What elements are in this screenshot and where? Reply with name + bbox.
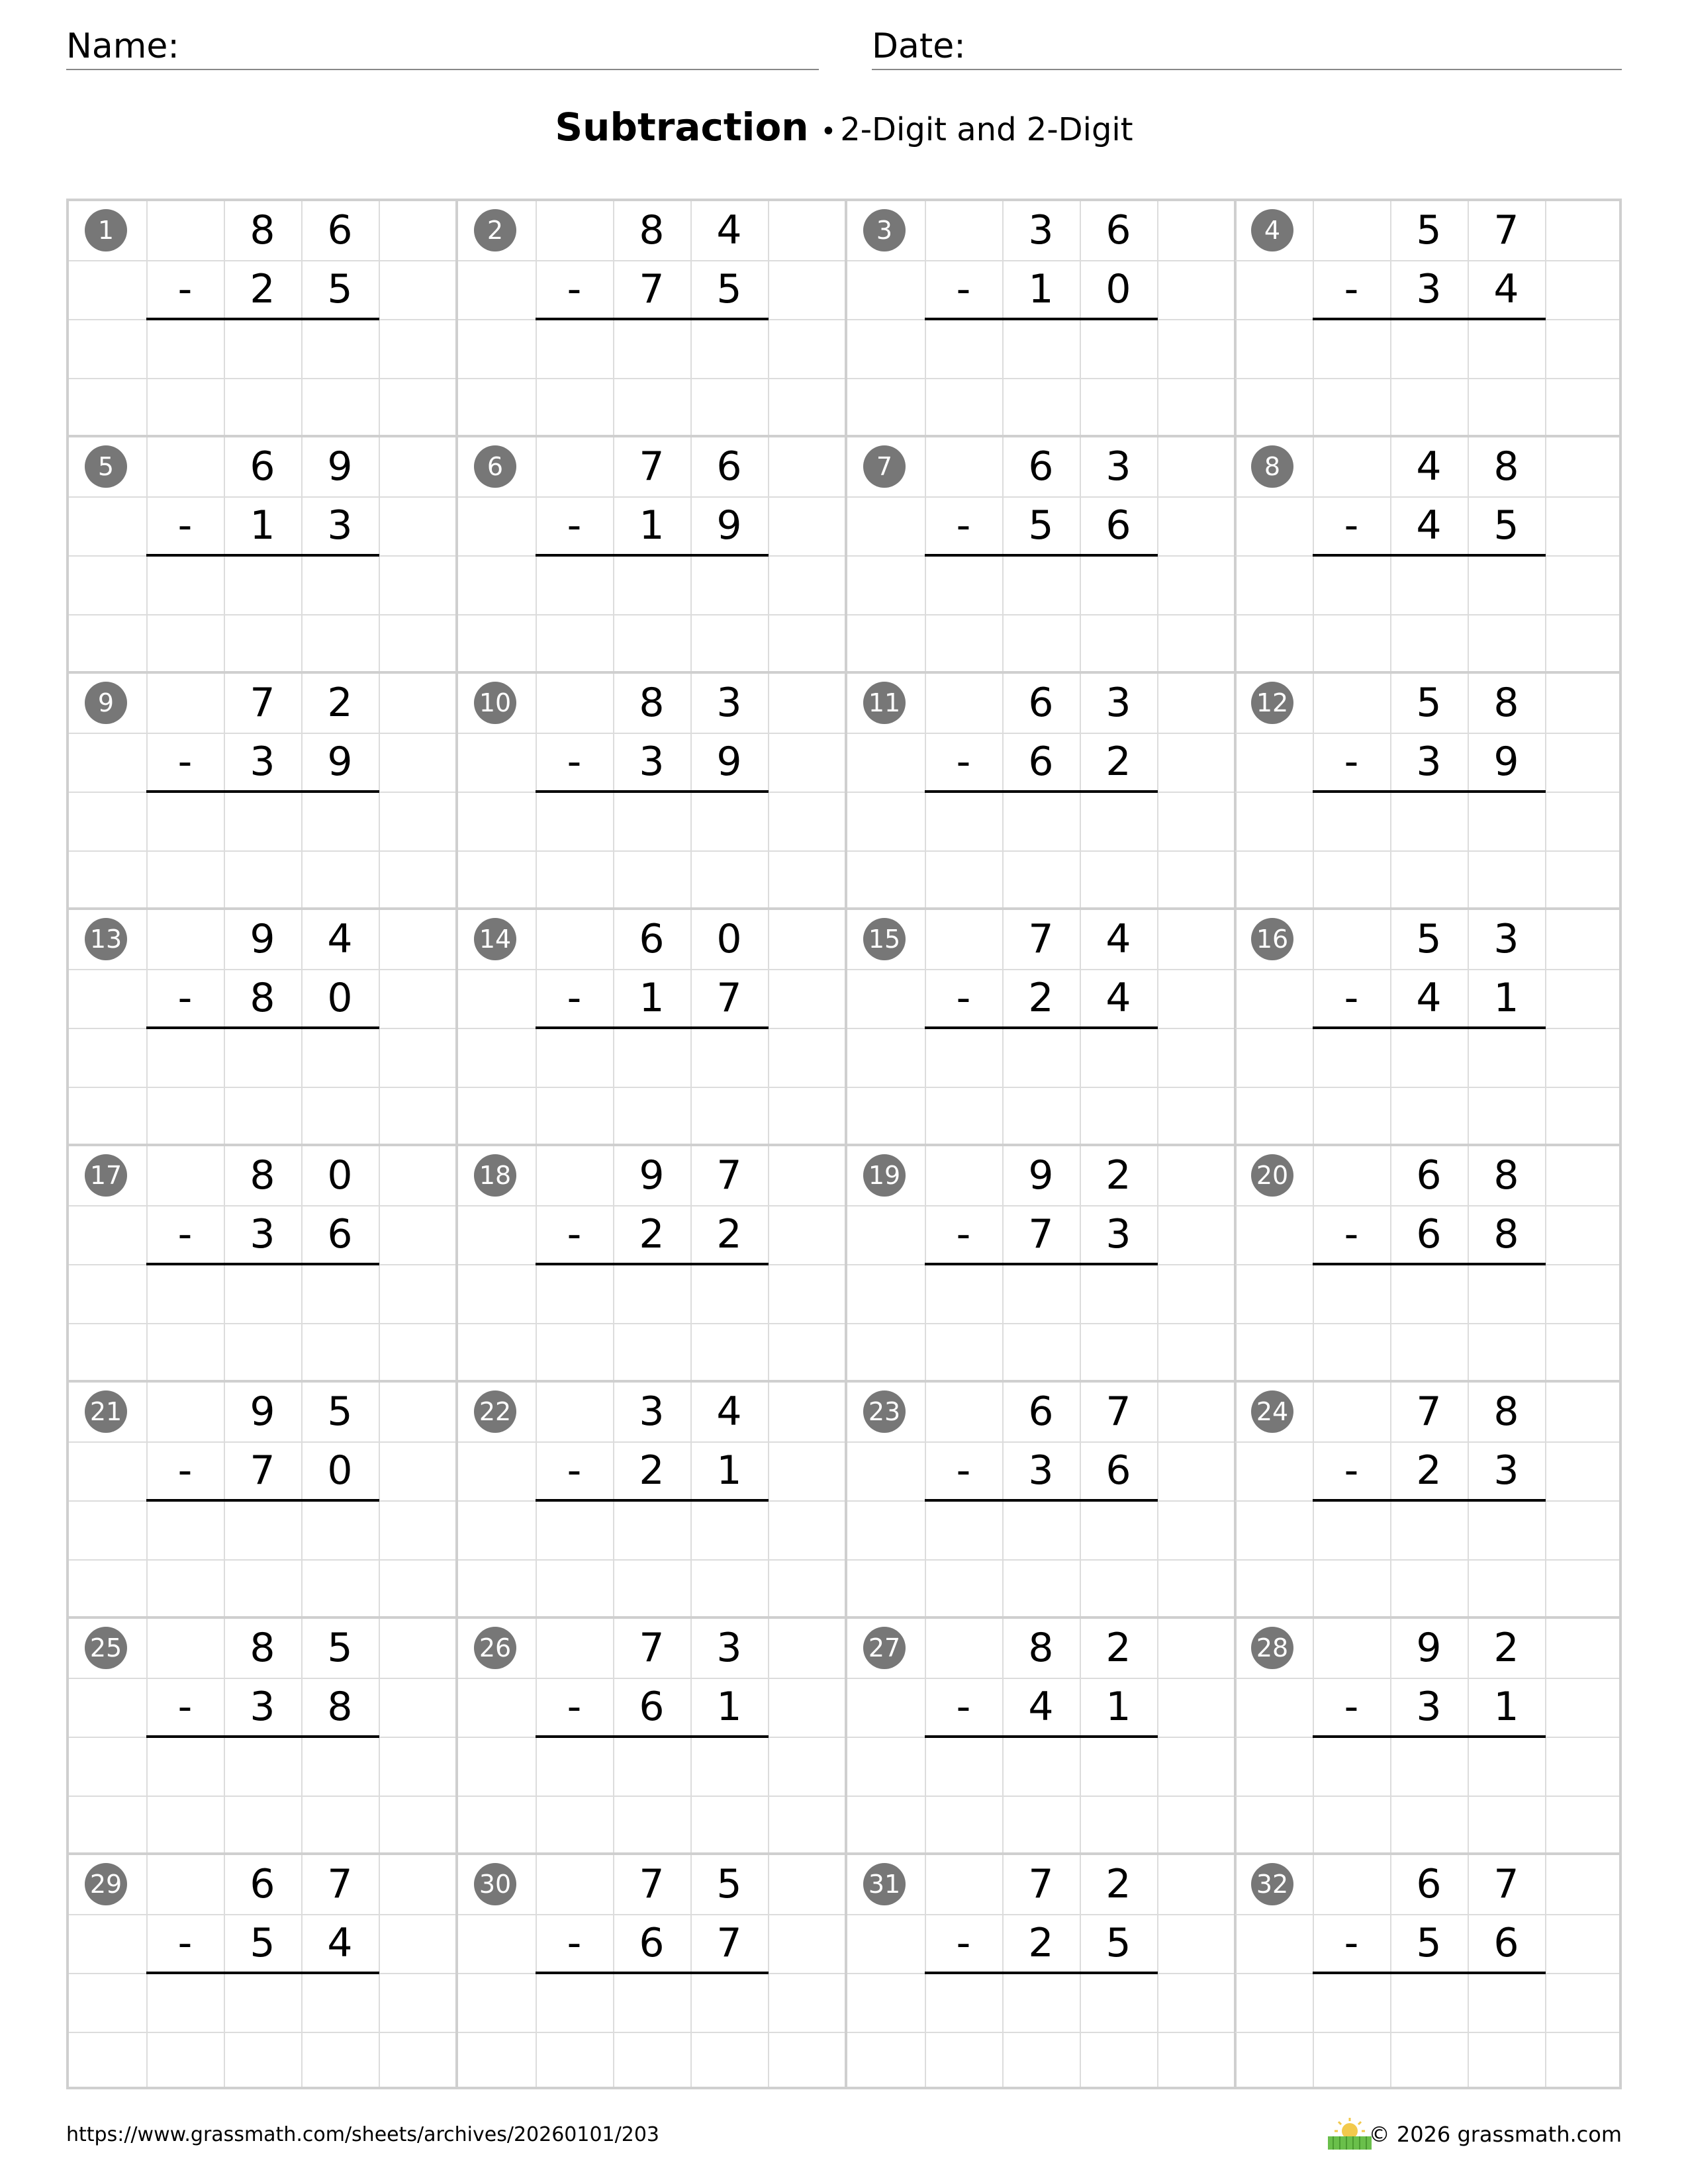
problem-number-badge: 26	[474, 1627, 516, 1669]
top-tens-digit: 8	[1028, 1625, 1054, 1671]
top-ones-digit: 4	[716, 1388, 742, 1435]
bottom-ones-digit: 9	[716, 502, 742, 549]
top-tens-digit: 9	[639, 1152, 665, 1199]
top-tens-digit: 6	[639, 916, 665, 962]
top-ones-digit: 8	[1493, 680, 1519, 726]
bottom-ones-digit: 7	[716, 975, 742, 1021]
minus-sign: -	[177, 1211, 193, 1257]
problem-number-badge: 10	[474, 682, 516, 724]
problem-16	[1235, 910, 1622, 1146]
top-tens-digit: 8	[250, 207, 275, 253]
top-ones-digit: 3	[1493, 916, 1519, 962]
minus-sign: -	[177, 975, 193, 1021]
problem-14	[458, 910, 847, 1146]
bottom-tens-digit: 3	[1028, 1447, 1054, 1494]
bottom-ones-digit: 1	[716, 1447, 742, 1494]
answer-line	[925, 790, 1158, 793]
problem-17	[69, 1146, 458, 1383]
bottom-ones-digit: 9	[1493, 739, 1519, 785]
top-tens-digit: 8	[639, 680, 665, 726]
answer-line	[146, 554, 379, 557]
bottom-tens-digit: 2	[1416, 1447, 1442, 1494]
problem-25	[69, 1619, 458, 1855]
name-field[interactable]	[66, 24, 819, 70]
bottom-ones-digit: 1	[1105, 1684, 1131, 1730]
problem-5	[69, 437, 458, 674]
problem-28	[1235, 1619, 1622, 1855]
problem-number-badge: 16	[1251, 918, 1293, 960]
bottom-tens-digit: 6	[639, 1920, 665, 1966]
bottom-ones-digit: 6	[327, 1211, 353, 1257]
bottom-tens-digit: 1	[250, 502, 275, 549]
top-tens-digit: 6	[1028, 680, 1054, 726]
minus-sign: -	[956, 739, 971, 785]
top-tens-digit: 9	[250, 1388, 275, 1435]
problem-24	[1235, 1383, 1622, 1619]
minus-sign: -	[177, 1447, 193, 1494]
minus-sign: -	[567, 739, 582, 785]
top-ones-digit: 9	[327, 443, 353, 490]
minus-sign: -	[1344, 1920, 1359, 1966]
top-tens-digit: 9	[1416, 1625, 1442, 1671]
bottom-tens-digit: 1	[639, 975, 665, 1021]
footer-url: https://www.grassmath.com/sheets/archives/20260101/203	[66, 2123, 660, 2146]
minus-sign: -	[1344, 1684, 1359, 1730]
bottom-tens-digit: 6	[1028, 739, 1054, 785]
top-tens-digit: 9	[1028, 1152, 1054, 1199]
bottom-ones-digit: 4	[327, 1920, 353, 1966]
problem-number-badge: 13	[85, 918, 127, 960]
answer-line	[925, 1026, 1158, 1029]
problem-7	[847, 437, 1237, 674]
problem-number-badge: 22	[474, 1390, 516, 1433]
problem-number-badge: 14	[474, 918, 516, 960]
top-ones-digit: 0	[716, 916, 742, 962]
top-tens-digit: 7	[250, 680, 275, 726]
footer-copyright: © 2026 grassmath.com	[1368, 2122, 1622, 2147]
problem-number-badge: 27	[863, 1627, 906, 1669]
top-ones-digit: 8	[1493, 1388, 1519, 1435]
top-tens-digit: 7	[1028, 1861, 1054, 1907]
bottom-tens-digit: 1	[639, 502, 665, 549]
title-main: Subtraction	[555, 105, 809, 150]
problem-number-badge: 20	[1251, 1154, 1293, 1197]
problem-15	[847, 910, 1237, 1146]
top-tens-digit: 6	[1416, 1861, 1442, 1907]
bottom-tens-digit: 2	[1028, 1920, 1054, 1966]
answer-line	[536, 1499, 769, 1502]
problem-grid	[66, 199, 1622, 2089]
top-tens-digit: 6	[1416, 1152, 1442, 1199]
problem-number-badge: 17	[85, 1154, 127, 1197]
answer-line	[1313, 1972, 1546, 1974]
bottom-tens-digit: 4	[1028, 1684, 1054, 1730]
answer-line	[925, 554, 1158, 557]
problem-18	[458, 1146, 847, 1383]
grass-sun-icon	[1327, 2116, 1373, 2151]
top-tens-digit: 6	[1028, 443, 1054, 490]
top-ones-digit: 3	[716, 1625, 742, 1671]
problem-9	[69, 674, 458, 910]
problem-number-badge: 8	[1251, 445, 1293, 488]
top-tens-digit: 8	[250, 1625, 275, 1671]
minus-sign: -	[956, 1920, 971, 1966]
problem-number-badge: 19	[863, 1154, 906, 1197]
bottom-tens-digit: 5	[250, 1920, 275, 1966]
problem-number-badge: 15	[863, 918, 906, 960]
answer-line	[925, 1972, 1158, 1974]
bottom-ones-digit: 2	[716, 1211, 742, 1257]
answer-line	[146, 1263, 379, 1265]
problem-number-badge: 4	[1251, 209, 1293, 251]
problem-number-badge: 11	[863, 682, 906, 724]
bottom-ones-digit: 4	[1105, 975, 1131, 1021]
bottom-ones-digit: 0	[327, 975, 353, 1021]
answer-line	[146, 1972, 379, 1974]
answer-line	[1313, 1026, 1546, 1029]
bottom-ones-digit: 9	[327, 739, 353, 785]
problem-20	[1235, 1146, 1622, 1383]
problem-number-badge: 2	[474, 209, 516, 251]
problem-29	[69, 1855, 458, 2089]
top-tens-digit: 5	[1416, 916, 1442, 962]
bottom-tens-digit: 2	[250, 266, 275, 312]
answer-line	[146, 790, 379, 793]
bottom-ones-digit: 8	[1493, 1211, 1519, 1257]
problem-27	[847, 1619, 1237, 1855]
top-ones-digit: 5	[716, 1861, 742, 1907]
bottom-ones-digit: 7	[716, 1920, 742, 1966]
top-ones-digit: 4	[716, 207, 742, 253]
top-tens-digit: 7	[639, 1861, 665, 1907]
bottom-tens-digit: 6	[1416, 1211, 1442, 1257]
top-ones-digit: 6	[1105, 207, 1131, 253]
bottom-tens-digit: 5	[1416, 1920, 1442, 1966]
answer-line	[536, 554, 769, 557]
answer-line	[925, 318, 1158, 320]
problem-number-badge: 25	[85, 1627, 127, 1669]
top-tens-digit: 3	[639, 1388, 665, 1435]
bottom-tens-digit: 3	[250, 739, 275, 785]
problem-number-badge: 30	[474, 1863, 516, 1905]
answer-line	[146, 1735, 379, 1738]
problem-11	[847, 674, 1237, 910]
top-ones-digit: 2	[1105, 1152, 1131, 1199]
title-bullet: •	[820, 116, 837, 147]
top-tens-digit: 6	[250, 1861, 275, 1907]
bottom-ones-digit: 1	[716, 1684, 742, 1730]
minus-sign: -	[177, 739, 193, 785]
bottom-tens-digit: 5	[1028, 502, 1054, 549]
bottom-ones-digit: 4	[1493, 266, 1519, 312]
problem-4	[1235, 201, 1622, 437]
minus-sign: -	[567, 266, 582, 312]
bottom-ones-digit: 5	[1493, 502, 1519, 549]
bottom-tens-digit: 3	[1416, 1684, 1442, 1730]
answer-line	[1313, 1499, 1546, 1502]
answer-line	[146, 1499, 379, 1502]
bottom-ones-digit: 3	[1105, 1211, 1131, 1257]
top-ones-digit: 5	[327, 1388, 353, 1435]
bottom-tens-digit: 7	[250, 1447, 275, 1494]
top-ones-digit: 5	[327, 1625, 353, 1671]
problem-number-badge: 12	[1251, 682, 1293, 724]
minus-sign: -	[956, 1447, 971, 1494]
minus-sign: -	[177, 1920, 193, 1966]
answer-line	[1313, 1735, 1546, 1738]
minus-sign: -	[1344, 1447, 1359, 1494]
problem-number-badge: 9	[85, 682, 127, 724]
date-field[interactable]	[872, 24, 1622, 70]
top-ones-digit: 7	[716, 1152, 742, 1199]
bottom-tens-digit: 3	[1416, 739, 1442, 785]
problem-number-badge: 3	[863, 209, 906, 251]
problem-8	[1235, 437, 1622, 674]
problem-22	[458, 1383, 847, 1619]
top-tens-digit: 8	[639, 207, 665, 253]
answer-line	[925, 1735, 1158, 1738]
problem-number-badge: 1	[85, 209, 127, 251]
top-ones-digit: 8	[1493, 443, 1519, 490]
minus-sign: -	[177, 502, 193, 549]
bottom-tens-digit: 4	[1416, 975, 1442, 1021]
bottom-ones-digit: 0	[1105, 266, 1131, 312]
top-ones-digit: 7	[1493, 1861, 1519, 1907]
bottom-tens-digit: 3	[250, 1684, 275, 1730]
top-tens-digit: 7	[639, 443, 665, 490]
bottom-tens-digit: 6	[639, 1684, 665, 1730]
answer-line	[1313, 554, 1546, 557]
bottom-tens-digit: 1	[1028, 266, 1054, 312]
bottom-tens-digit: 8	[250, 975, 275, 1021]
minus-sign: -	[567, 1920, 582, 1966]
minus-sign: -	[1344, 502, 1359, 549]
top-tens-digit: 7	[1416, 1388, 1442, 1435]
bottom-ones-digit: 6	[1105, 1447, 1131, 1494]
problem-number-badge: 7	[863, 445, 906, 488]
top-ones-digit: 6	[327, 207, 353, 253]
top-tens-digit: 3	[1028, 207, 1054, 253]
top-ones-digit: 3	[1105, 443, 1131, 490]
problem-number-badge: 18	[474, 1154, 516, 1197]
top-ones-digit: 3	[1105, 680, 1131, 726]
top-ones-digit: 2	[1105, 1625, 1131, 1671]
bottom-ones-digit: 3	[1493, 1447, 1519, 1494]
minus-sign: -	[956, 975, 971, 1021]
top-ones-digit: 4	[1105, 916, 1131, 962]
bottom-ones-digit: 9	[716, 739, 742, 785]
top-tens-digit: 5	[1416, 207, 1442, 253]
bottom-tens-digit: 2	[1028, 975, 1054, 1021]
answer-line	[536, 1026, 769, 1029]
bottom-tens-digit: 3	[1416, 266, 1442, 312]
bottom-ones-digit: 5	[1105, 1920, 1131, 1966]
answer-line	[1313, 790, 1546, 793]
answer-line	[536, 1735, 769, 1738]
minus-sign: -	[567, 975, 582, 1021]
answer-line	[146, 1026, 379, 1029]
bottom-ones-digit: 2	[1105, 739, 1131, 785]
minus-sign: -	[567, 1447, 582, 1494]
minus-sign: -	[567, 1684, 582, 1730]
bottom-tens-digit: 2	[639, 1447, 665, 1494]
answer-line	[925, 1263, 1158, 1265]
top-tens-digit: 7	[1028, 916, 1054, 962]
problem-number-badge: 24	[1251, 1390, 1293, 1433]
top-tens-digit: 6	[1028, 1388, 1054, 1435]
worksheet-title	[0, 105, 1688, 150]
problem-10	[458, 674, 847, 910]
bottom-ones-digit: 1	[1493, 1684, 1519, 1730]
minus-sign: -	[567, 1211, 582, 1257]
answer-line	[536, 1263, 769, 1265]
date-label: Date:	[872, 26, 966, 66]
top-ones-digit: 7	[327, 1861, 353, 1907]
minus-sign: -	[956, 1211, 971, 1257]
top-ones-digit: 4	[327, 916, 353, 962]
minus-sign: -	[956, 502, 971, 549]
minus-sign: -	[956, 266, 971, 312]
bottom-tens-digit: 7	[639, 266, 665, 312]
problem-13	[69, 910, 458, 1146]
top-ones-digit: 0	[327, 1152, 353, 1199]
answer-line	[1313, 318, 1546, 320]
problem-number-badge: 23	[863, 1390, 906, 1433]
minus-sign: -	[1344, 1211, 1359, 1257]
problem-21	[69, 1383, 458, 1619]
problem-number-badge: 31	[863, 1863, 906, 1905]
bottom-ones-digit: 6	[1105, 502, 1131, 549]
answer-line	[1313, 1263, 1546, 1265]
problem-32	[1235, 1855, 1622, 2089]
top-ones-digit: 2	[327, 680, 353, 726]
minus-sign: -	[177, 266, 193, 312]
bottom-ones-digit: 8	[327, 1684, 353, 1730]
problem-number-badge: 29	[85, 1863, 127, 1905]
answer-line	[536, 1972, 769, 1974]
top-ones-digit: 3	[716, 680, 742, 726]
answer-line	[536, 790, 769, 793]
problem-31	[847, 1855, 1237, 2089]
top-tens-digit: 4	[1416, 443, 1442, 490]
bottom-ones-digit: 0	[327, 1447, 353, 1494]
top-tens-digit: 5	[1416, 680, 1442, 726]
top-ones-digit: 8	[1493, 1152, 1519, 1199]
bottom-ones-digit: 6	[1493, 1920, 1519, 1966]
problem-number-badge: 6	[474, 445, 516, 488]
problem-23	[847, 1383, 1237, 1619]
problem-2	[458, 201, 847, 437]
top-ones-digit: 2	[1105, 1861, 1131, 1907]
name-label: Name:	[66, 26, 179, 66]
problem-26	[458, 1619, 847, 1855]
top-tens-digit: 7	[639, 1625, 665, 1671]
top-ones-digit: 6	[716, 443, 742, 490]
problem-30	[458, 1855, 847, 2089]
problem-3	[847, 201, 1237, 437]
minus-sign: -	[567, 502, 582, 549]
minus-sign: -	[956, 1684, 971, 1730]
problem-12	[1235, 674, 1622, 910]
bottom-ones-digit: 5	[716, 266, 742, 312]
minus-sign: -	[1344, 975, 1359, 1021]
top-ones-digit: 2	[1493, 1625, 1519, 1671]
bottom-tens-digit: 7	[1028, 1211, 1054, 1257]
top-tens-digit: 6	[250, 443, 275, 490]
problem-6	[458, 437, 847, 674]
top-ones-digit: 7	[1493, 207, 1519, 253]
top-tens-digit: 9	[250, 916, 275, 962]
answer-line	[925, 1499, 1158, 1502]
problem-19	[847, 1146, 1237, 1383]
title-subtitle: 2-Digit and 2-Digit	[840, 111, 1133, 148]
problem-1	[69, 201, 458, 437]
minus-sign: -	[177, 1684, 193, 1730]
bottom-ones-digit: 5	[327, 266, 353, 312]
bottom-tens-digit: 3	[639, 739, 665, 785]
bottom-tens-digit: 4	[1416, 502, 1442, 549]
bottom-tens-digit: 2	[639, 1211, 665, 1257]
answer-line	[146, 318, 379, 320]
problem-number-badge: 5	[85, 445, 127, 488]
bottom-ones-digit: 3	[327, 502, 353, 549]
minus-sign: -	[1344, 266, 1359, 312]
answer-line	[536, 318, 769, 320]
top-ones-digit: 7	[1105, 1388, 1131, 1435]
bottom-tens-digit: 3	[250, 1211, 275, 1257]
problem-number-badge: 32	[1251, 1863, 1293, 1905]
bottom-ones-digit: 1	[1493, 975, 1519, 1021]
problem-number-badge: 21	[85, 1390, 127, 1433]
minus-sign: -	[1344, 739, 1359, 785]
top-tens-digit: 8	[250, 1152, 275, 1199]
problem-number-badge: 28	[1251, 1627, 1293, 1669]
